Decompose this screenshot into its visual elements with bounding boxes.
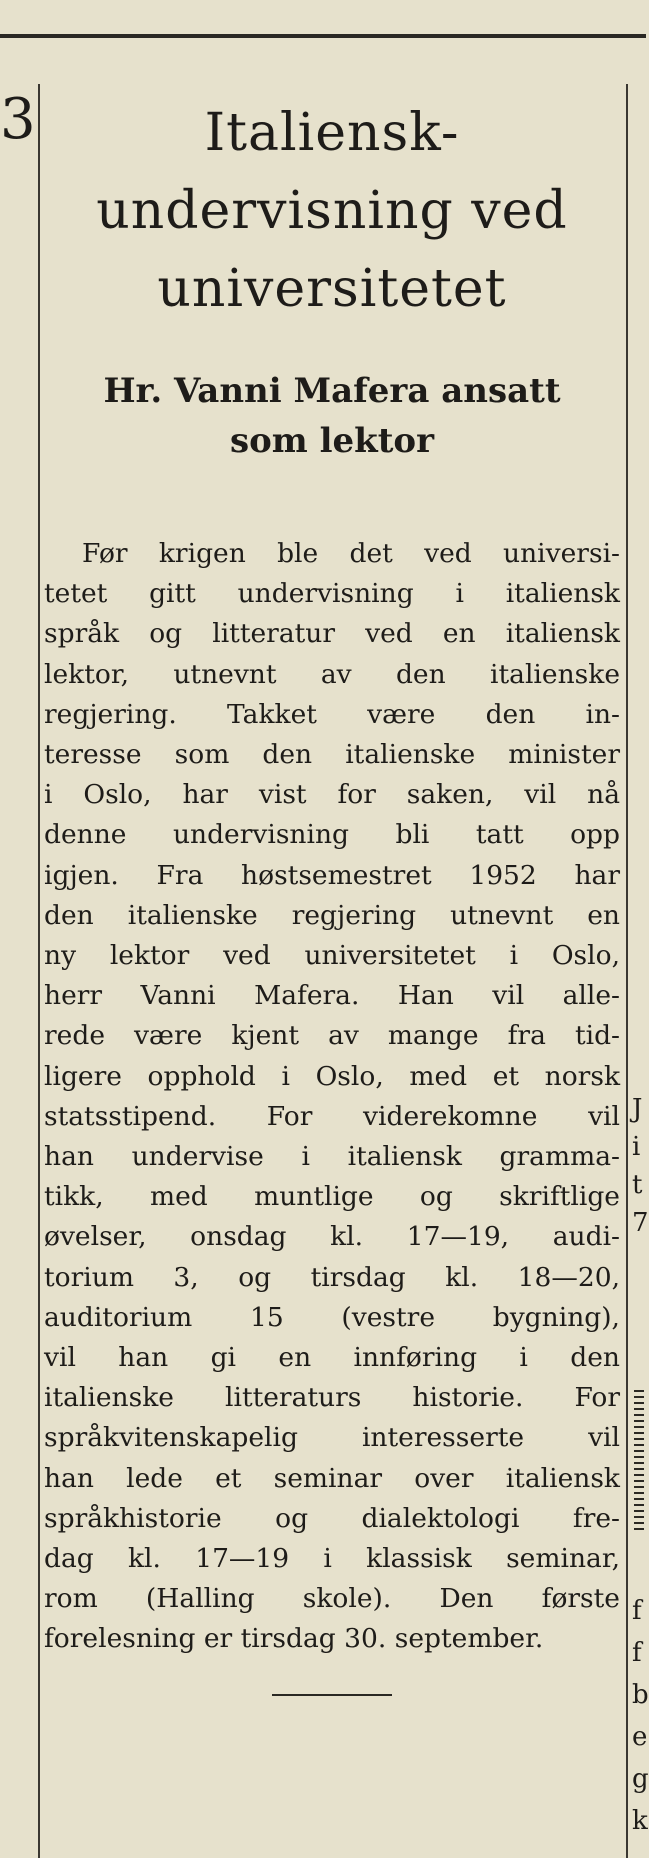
column-rule-right [626, 84, 628, 1858]
subheadline [42, 366, 622, 466]
fragment-letter: i [632, 1132, 641, 1162]
body-line: regjering. Takket være den in- [44, 698, 620, 730]
headline [42, 84, 622, 328]
body-line: rede være kjent av mange fra tid- [44, 1020, 620, 1052]
body-line: i Oslo, har vist for saken, vil nå [44, 779, 620, 811]
right-edge-bars [634, 1390, 644, 1530]
body-line: auditorium 15 (vestre bygning), [44, 1301, 620, 1333]
article-body [42, 534, 622, 1660]
subheadline-line: Hr. Vanni Mafera ansatt [103, 371, 561, 411]
body-line: han undervise i italiensk gramma- [44, 1141, 620, 1173]
right-edge-fragments-lower [632, 1590, 649, 1842]
body-line: denne undervisning bli tatt opp [44, 819, 620, 851]
fragment-letter: t [632, 1170, 643, 1200]
headline-line: Italiensk- [204, 103, 460, 163]
body-line: språkvitenskapelig interesserte vil [44, 1422, 620, 1454]
article [42, 84, 622, 1696]
fragment-letter: 7 [632, 1208, 649, 1238]
fragment-letter: f [632, 1596, 642, 1626]
left-edge-fragment: 3 [0, 87, 36, 152]
body-line: ligere opphold i Oslo, med et norsk [44, 1060, 620, 1092]
body-line: språkhistorie og dialektologi fre- [44, 1502, 620, 1534]
body-line: herr Vanni Mafera. Han vil alle- [44, 980, 620, 1012]
body-line: torium 3, og tirsdag kl. 18—20, [44, 1261, 620, 1293]
body-line: Før krigen ble det ved universi- [82, 538, 620, 569]
right-edge-fragments-upper [632, 1090, 649, 1242]
body-line: italienske litteraturs historie. For [44, 1382, 620, 1414]
fragment-letter: f [632, 1638, 642, 1668]
fragment-letter: J [632, 1094, 643, 1124]
body-line: teresse som den italienske minister [44, 739, 620, 771]
headline-line: universitetet [157, 259, 507, 319]
fragment-letter: k [632, 1806, 648, 1836]
body-line: tetet gitt undervisning i italiensk [44, 578, 620, 610]
body-line: dag kl. 17—19 i klassisk seminar, [44, 1543, 620, 1575]
body-line: forelesning er tirsdag 30. september. [44, 1623, 544, 1655]
subheadline-line: som lektor [229, 421, 435, 461]
body-line: han lede et seminar over italiensk [44, 1462, 620, 1494]
body-line: språk og litteratur ved en italiensk [44, 618, 620, 650]
body-line: rom (Halling skole). Den første [44, 1583, 620, 1615]
body-line: tikk, med muntlige og skriftlige [44, 1181, 620, 1213]
body-line: lektor, utnevnt av den italienske [44, 658, 620, 690]
body-line: ny lektor ved universitetet i Oslo, [44, 940, 620, 972]
body-line: den italienske regjering utnevnt en [44, 899, 620, 931]
body-line: vil han gi en innføring i den [44, 1342, 620, 1374]
body-line: øvelser, onsdag kl. 17—19, audi- [44, 1221, 620, 1253]
article-end-rule [272, 1694, 392, 1696]
column-rule-left [38, 84, 40, 1858]
body-line: igjen. Fra høstsemestret 1952 har [44, 859, 620, 891]
top-rule [0, 34, 646, 38]
body-line: statsstipend. For viderekomne vil [44, 1100, 620, 1132]
fragment-letter: b [632, 1680, 649, 1710]
headline-line: undervisning ved [96, 181, 568, 241]
fragment-letter: e [632, 1722, 648, 1752]
fragment-letter: g [632, 1764, 649, 1794]
